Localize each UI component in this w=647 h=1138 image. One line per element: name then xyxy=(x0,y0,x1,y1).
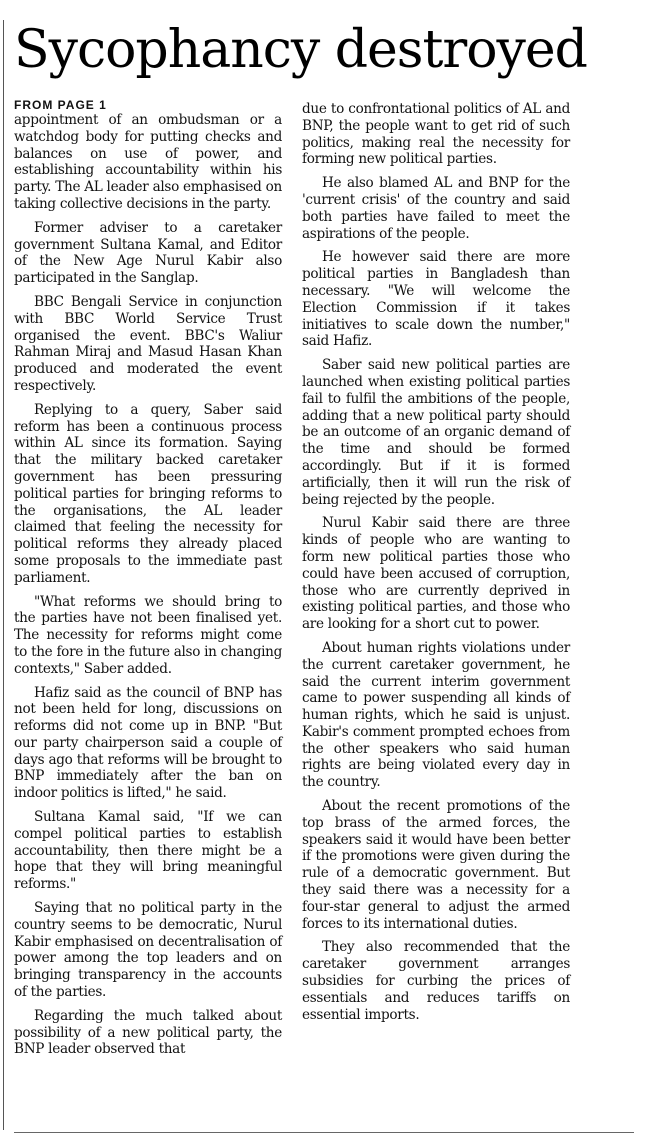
paragraph: About human rights violations under the current caretaker government, he said the current interim government came to power suspending all kinds of human rights, which he said is unjust. Kabir's comment prompted echoes from the other speakers who said human rights are being violated every day in the country. xyxy=(302,639,570,791)
bottom-rule xyxy=(14,1132,634,1133)
paragraph: appointment of an ombudsman or a watchdog body for putting checks and balances on use of power, and establishing accountability within his party. The AL leader also emphasised on taking collective decisions in the party. xyxy=(14,112,282,212)
paragraph: Regarding the much talked about possibility of a new political party, the BNP leader observed that xyxy=(14,1007,282,1058)
paragraph: He however said there are more political parties in Bangladesh than necessary. "We will welcome the Election Commission if it takes initiatives to scale down the number," said Hafiz. xyxy=(302,249,570,350)
headline: Sycophancy destroyed xyxy=(14,20,587,80)
paragraph: Replying to a query, Saber said reform has been a continuous process within AL since its formation. Saying that the military backed caretaker government has been pressuring political parties for bringing reforms to the organisations, the AL leader claimed that feeling the necessity for political reforms they already placed some proposals to the immediate past parliament. xyxy=(14,401,282,586)
paragraph: Former adviser to a caretaker government Sultana Kamal, and Editor of the New Age Nurul Kabir also participated in the Sanglap. xyxy=(14,219,282,287)
paragraph: About the recent promotions of the top brass of the armed forces, the speakers said it would have been better if the promotions were given during the rule of a democratic government. But they said there was a necessity for a four-star general to adjust the armed forces to its international duties. xyxy=(302,798,570,932)
kicker: FROM PAGE 1 xyxy=(14,98,107,112)
paragraph: Hafiz said as the council of BNP has not been held for long, discussions on reforms did not come up in BNP. "But our party chairperson said a couple of days ago that reforms will be brought to BNP immediately after the ban on indoor politics is lifted," he said. xyxy=(14,684,282,802)
paragraph: He also blamed AL and BNP for the 'current crisis' of the country and said both parties have failed to meet the aspirations of the people. xyxy=(302,175,570,242)
right-column xyxy=(302,101,570,1030)
left-column xyxy=(14,98,282,1065)
paragraph: Saying that no political party in the country seems to be democratic, Nurul Kabir emphasised on decentralisation of power among the top leaders and on bringing transparency in the accounts of the parties. xyxy=(14,900,282,1001)
paragraph: They also recommended that the caretaker government arranges subsidies for curbing the prices of essentials and reduces tariffs on essential imports. xyxy=(302,939,570,1023)
column-rule xyxy=(3,20,4,1130)
paragraph: Saber said new political parties are launched when existing political parties fail to fulfil the ambitions of the people, adding that a new political party should be an outcome of an organic demand of the time and should be formed accordingly. But if it is formed artificially, then it will run the risk of being rejected by the people. xyxy=(302,357,570,508)
paragraph: Nurul Kabir said there are three kinds of people who are wanting to form new political parties those who could have been accused of corruption, those who are currently deprived in existing political parties, and those who are looking for a short cut to power. xyxy=(302,515,570,633)
paragraph: BBC Bengali Service in conjunction with BBC World Service Trust organised the event. BBC's Waliur Rahman Miraj and Masud Hasan Khan produced and moderated the event respectively. xyxy=(14,293,282,394)
paragraph: due to confrontational politics of AL and BNP, the people want to get rid of such politics, making real the necessity for forming new political parties. xyxy=(302,101,570,168)
paragraph: "What reforms we should bring to the parties have not been finalised yet. The necessity for reforms might come to the fore in the future also in changing contexts," Saber added. xyxy=(14,593,282,677)
paragraph: Sultana Kamal said, "If we can compel political parties to establish accountability, then there might be a hope that they will bring meaningful reforms." xyxy=(14,809,282,893)
